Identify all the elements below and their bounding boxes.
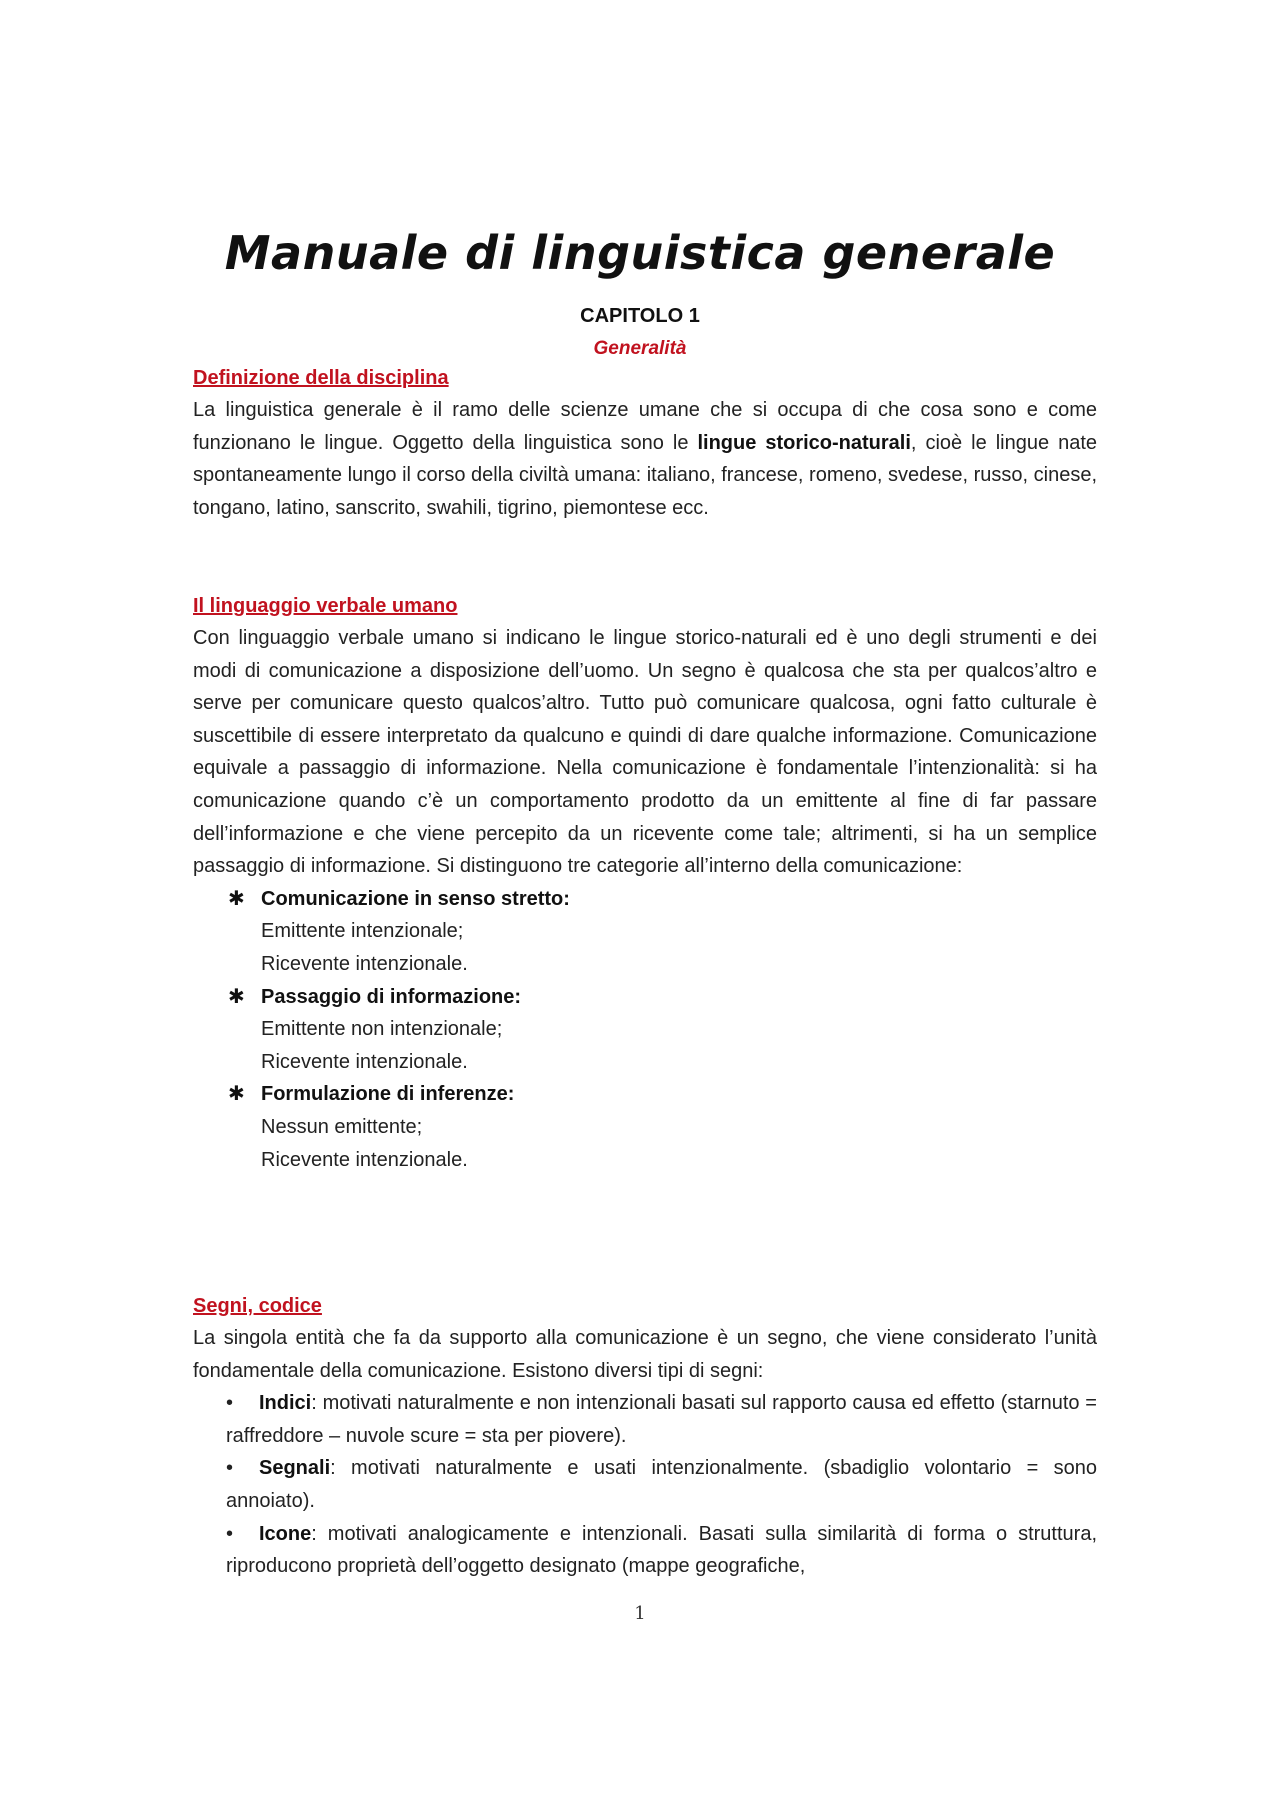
category-line: Ricevente intenzionale. bbox=[261, 1148, 468, 1171]
chapter-subtitle: Generalità bbox=[593, 338, 687, 359]
sign-description: : motivati naturalmente e non intenzionali basati sul rapporto causa ed effetto (starnuto = raffreddore – nuvole scure = sta per piovere). bbox=[226, 1392, 1097, 1447]
sign-term: Icone bbox=[259, 1522, 312, 1545]
sign-term: Segnali bbox=[259, 1457, 331, 1480]
category-title: Comunicazione in senso stretto: bbox=[261, 887, 570, 910]
section-paragraph bbox=[193, 394, 1097, 524]
category-line: Ricevente intenzionale. bbox=[261, 1050, 468, 1073]
sign-description: : motivati analogicamente e intenzionali. Basati sulla similarità di forma o struttura, riproducono proprietà dell’oggetto designato (mappe geografiche, bbox=[226, 1522, 1097, 1578]
category-line: Emittente intenzionale; bbox=[261, 920, 464, 943]
category-title: Formulazione di inferenze: bbox=[261, 1083, 515, 1106]
category-line: Ricevente intenzionale. bbox=[261, 952, 468, 975]
section-definition bbox=[193, 362, 1097, 524]
section-heading: Segni, codice bbox=[193, 1295, 322, 1317]
list-item bbox=[226, 1452, 1097, 1517]
sign-types-list bbox=[226, 1387, 1097, 1583]
section-heading: Definizione della disciplina bbox=[193, 367, 449, 389]
list-item bbox=[228, 981, 1097, 1079]
bullet-icon: ✱ bbox=[228, 985, 245, 1008]
section-signs bbox=[193, 1290, 1097, 1583]
category-title: Passaggio di informazione: bbox=[261, 985, 522, 1008]
bullet-icon: ✱ bbox=[228, 1083, 245, 1106]
document-title: Manuale di linguistica generale bbox=[224, 226, 1056, 280]
section-verbal-language bbox=[193, 590, 1097, 1176]
paragraph-text: La linguistica generale è il ramo delle scienze umane che si occupa di che cosa sono e come funzionano le lingue. Oggetto della linguistica sono le bbox=[193, 399, 1097, 454]
bullet-icon: ✱ bbox=[228, 887, 245, 910]
list-item bbox=[226, 1387, 1097, 1452]
bullet-icon: • bbox=[226, 1522, 234, 1545]
list-item bbox=[228, 883, 1097, 981]
section-paragraph: Con linguaggio verbale umano si indicano le lingue storico-naturali ed è uno degli strumenti e dei modi di comunicazione a disposizione dell’uomo. Un segno è qualcosa che sta per qualcos’altro e serve per comunicare questo qualcos’altro. Tutto può comunicare qualcosa, ogni fatto culturale è suscettibile di essere interpretato da qualcuno e quindi di dare qualche informazione. Comunicazione equivale a passaggio di informazione. Nella comunicazione è fondamentale l’intenzionalità: si ha comunicazione quando c’è un comportamento prodotto da un emittente al fine di far passare dell’informazione e che viene percepito da un ricevente come tale; altrimenti, si ha un semplice passaggio di informazione. Si distinguono tre categorie all’interno della comunicazione: bbox=[193, 627, 1097, 878]
chapter-label: CAPITOLO 1 bbox=[580, 305, 700, 327]
bold-term: lingue storico-naturali bbox=[697, 431, 911, 454]
list-item bbox=[228, 1078, 1097, 1176]
list-item bbox=[226, 1518, 1097, 1583]
paragraph-text: , cioè le lingue nate spontaneamente lungo il corso della civiltà umana: italiano, francese, romeno, svedese, russo, cinese, tongano, latino, sanscrito, swahili, tigrino, piemontese ecc. bbox=[193, 431, 1097, 519]
sign-description: : motivati naturalmente e usati intenzionalmente. (sbadiglio volontario = sono annoiato). bbox=[226, 1457, 1097, 1512]
sign-term: Indici bbox=[259, 1392, 312, 1415]
section-heading: Il linguaggio verbale umano bbox=[193, 595, 458, 617]
communication-categories-list bbox=[228, 883, 1097, 1176]
bullet-icon: • bbox=[226, 1457, 234, 1480]
bullet-icon: • bbox=[226, 1392, 234, 1415]
category-line: Nessun emittente; bbox=[261, 1115, 423, 1138]
section-paragraph: La singola entità che fa da supporto alla comunicazione è un segno, che viene considerato l’unità fondamentale della comunicazione. Esistono diversi tipi di segni: bbox=[193, 1327, 1097, 1382]
page-number: 1 bbox=[634, 1603, 646, 1624]
category-line: Emittente non intenzionale; bbox=[261, 1018, 503, 1041]
